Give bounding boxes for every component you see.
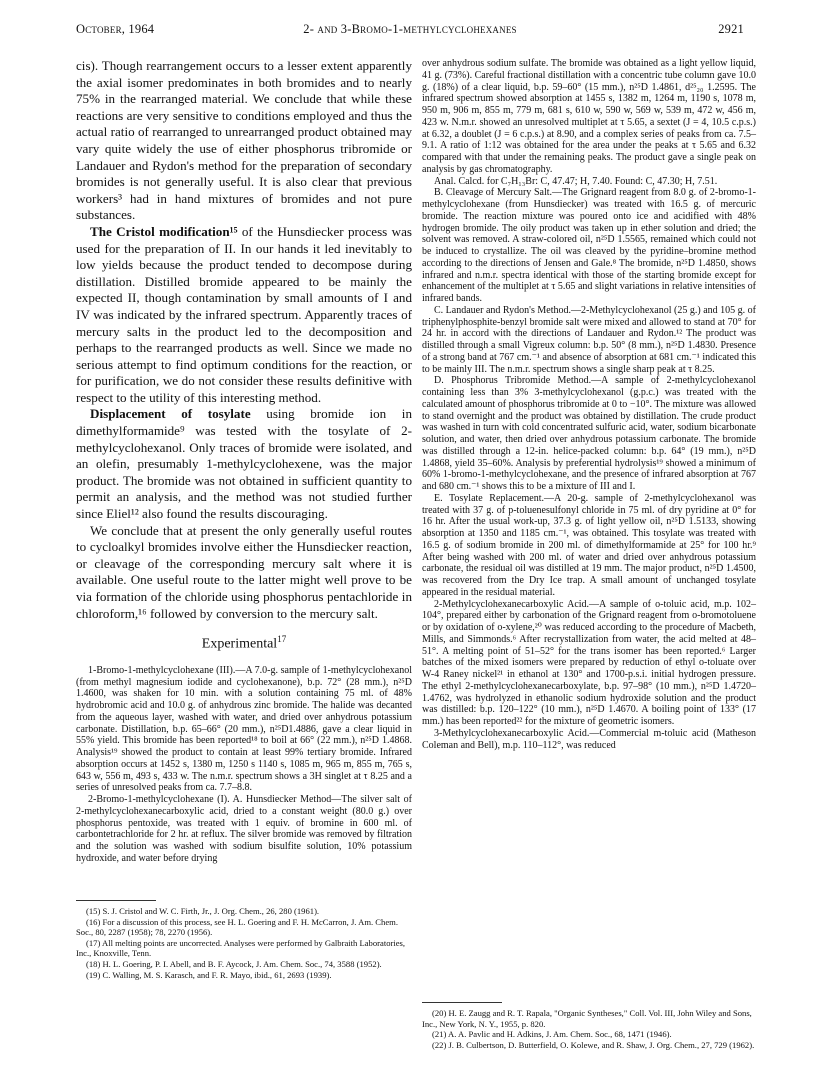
right-footnotes <box>422 996 756 1050</box>
footnote: (20) H. E. Zaugg and R. T. Rapala, "Organic Syntheses," Coll. Vol. III, John Wiley and Sons, Inc., New York, N. Y., 1955, p. 820. <box>422 1008 752 1029</box>
experimental-paragraph: 2-Bromo-1-methylcyclohexane (I). A. Hunsdiecker Method—The silver salt of 2-methylcyclohexanecarboxylic acid, dried to a constant weight (80.0 g.) over phosphorus pentoxide, was treated with 1 equiv. of bromine in 600 ml. of carbontetrachloride for 2 hr. at reflux. The silver bromide was removed by filtration and the solution was washed with sodium bisulfite solution, 10% potassium hydroxide, and water before drying <box>76 794 412 864</box>
running-header <box>76 22 744 40</box>
experimental-paragraph: 2-Methylcyclohexanecarboxylic Acid.—A sample of o-toluic acid, m.p. 102–104°, prepared either by carbonation of the Grignard reagent from o-bromotoluene or by oxidation of o-xylene,²⁰ was reduced according to the procedure of Macbeth, Mills, and Simmonds.⁶ After recrystallization from water, the acid melted at 48–51°. A melting point of 51–52° for the trans isomer has been reported.⁶ Larger batches of the mixed isomers were prepared by reduction of ethyl o-toluate over W-4 Raney nickel²¹ in ethanol at 130° and 1700-p.s.i. initial hydrogen pressure. The ethyl 2-methylcyclohexanecarboxylate, b.p. 97–98° (10 mm.), n²⁵D 1.4720–1.4762, was hydrolyzed in ethanolic sodium hydroxide solution and the product was distilled: b.p. 120–122° (10 mm.), n²⁵D 1.4670. A boiling point of 133° (17 mm.) has been reported²² for the mixture of geometric isomers. <box>422 598 756 727</box>
body-paragraph: cis). Though rearrangement occurs to a lesser extent apparently the axial isomer predominates in both bromides and to nearly 75% in the rearranged material. We conclude that while these reactions are very sensitive to conditions employed and thus the actual ratio of rearranged to unrearranged product obtained may vary quite widely the use of either phosphorus tribromide or Landauer and Rydon's method for the preparation of secondary bromides is not generally useful. It is also clear that previous workers³ had in hand mixtures of bromides and not pure substances. <box>76 58 412 223</box>
left-footnotes <box>76 894 412 980</box>
inline-heading: Displacement of tosylate <box>90 406 251 422</box>
header-date: October, 1964 <box>76 22 155 36</box>
footnote: (15) S. J. Cristol and W. C. Firth, Jr., J. Org. Chem., 26, 280 (1961). <box>86 906 320 916</box>
experimental-paragraph: B. Cleavage of Mercury Salt.—The Grignard reagent from 8.0 g. of 2-bromo-1-methylcyclohexane (from Hunsdiecker) was treated with 16.5 g. of mercuric bromide. The reaction mixture was poured onto ice and acidified with 48% hydrogen bromide. The oily product was taken up in ether solution and dried; the solvent was removed. A straw-colored oil, n²⁵D 1.5565, remained which could not be induced to crystallize. The oil was cleaved by the pyridine–bromine method according to the directions of Jensen and Gale.⁸ The bromide, n²⁵D 1.4850, shows infrared and n.m.r. spectra identical with those of the starting bromide except for enhancement of the multiplet at τ 5.65 and slight variations in relative intensities of infrared bands. <box>422 187 756 304</box>
left-column <box>76 58 412 865</box>
footnote-rule <box>422 1002 502 1003</box>
footnote: (21) A. A. Pavlic and H. Adkins, J. Am. Chem. Soc., 68, 1471 (1946). <box>432 1029 672 1040</box>
inline-heading: The Cristol modification¹⁵ <box>90 223 238 239</box>
body-paragraph: The Cristol modification¹⁵ of the Hunsdiecker process was used for the preparation of II. In our hands it led inevitably to low yields because the product tended to decompose during distillation. Distilled bromide appeared to be mainly the expected II, though contamination by small amounts of I and IV was indicated by the infrared spectrum. Apparently traces of mercury salts in the product led to the decomposition and perhaps to the rearranged products as well. Since we made no serious attempt to find optimum conditions for the reaction, or for purification, we do not consider these results definitive with respect to the utility of this interesting method. <box>76 223 412 405</box>
experimental-paragraph: E. Tosylate Replacement.—A 20-g. sample of 2-methylcyclohexanol was treated with 37 g. of p-toluenesulfonyl chloride in 75 ml. of dry pyridine at 0° for 16 hr. After the usual work-up, 37.3 g. of light yellow oil, n²⁵D 1.5133, showing absorption at 1350 and 1185 cm.⁻¹, was obtained. This tosylate was treated with 16.5 g. of sodium bromide in 200 ml. of dimethylformamide at 25° for 100 hr.⁹ After being washed with 200 ml. of water and dried over anhydrous potassium carbonate, the residual oil was distilled at 19 mm. The major product, n²⁵D 1.4500, was recovered from the Dry Ice trap. A small amount of unchanged tosylate appeared in the residual material. <box>422 492 756 598</box>
header-title: 2- and 3-Bromo-1-methylcyclohexanes <box>303 22 517 36</box>
footnote-rule <box>76 900 156 901</box>
section-heading: Experimental$^{17}$ <box>201 634 287 652</box>
body-paragraph: Displacement of tosylate using bromide ion in dimethylformamide⁹ was tested with the tosylate of 2-methylcyclohexanol. Only traces of bromide were isolated, and an olefin, presumably 1-methylcyclohexene, was the major product. The bromide was not obtained in sufficient quantity to permit an analysis, and the method was not studied further since Eliel¹² also found the results discouraging. <box>76 406 412 522</box>
right-column <box>422 58 756 751</box>
experimental-paragraph: 1-Bromo-1-methylcyclohexane (III).—A 7.0-g. sample of 1-methylcyclohexanol (from methyl magnesium iodide and cyclohexanone), b.p. 72° (28 mm.), n²⁵D 1.4600, was shaken for 10 min. with a solution containing 75 ml. of 48% hydrobromic acid and 10.0 g. of anhydrous zinc bromide. The halide was decanted from the aqueous layer, washed with water, and dried over anhydrous potassium carbonate. Distillation, b.p. 65–66° (20 mm.), n²⁵D1.4886, gave a clear liquid in 55% yield. This bromide has been reported¹⁸ to boil at 66° (22 mm.), n²⁵D 1.4868. Analysis¹⁹ showed the product to contain at least 99% tertiary bromide. Infrared absorption occurs at 1452 s, 1380 m, 1250 s 1140 s, 1085 m, 965 m, 855 m, 765 s, 643 w, 556 m, 493 s, 433 w. The n.m.r. spectrum shows a 3H singlet at τ 8.25 and a series of unresolved peaks from ca. 7.7–8.8. <box>76 664 412 794</box>
experimental-paragraph: 3-Methylcyclohexanecarboxylic Acid.—Commercial m-toluic acid (Matheson Coleman and Bell), m.p. 110–112°, was reduced <box>422 727 756 751</box>
experimental-paragraph: D. Phosphorus Tribromide Method.—A sample of 2-methylcyclohexanol containing less than 3% 3-methylcyclohexanol (g.p.c.) was treated with the calculated amount of phosphorus tribromide at 0 to −10°. The mixture was allowed to stand overnight and the product was obtained by distillation. The crude product was washed in turn with cold concentrated sulfuric acid, water, sodium bicarbonate solution, and water, then dried over anhydrous potassium carbonate. The bromide was distilled through a 12-in. helice-packed column: b.p. 64° (19 mm.), n²⁵D 1.4868, yield 35–60%. Analysis by preferential hydrolysis¹⁹ showed a minimum of 60% 1-bromo-1-methylcyclohexane, and the presence of infrared absorption at 767 and 680 cm.⁻¹ shows this to be a mixture of III and I. <box>422 375 756 492</box>
footnote: (16) For a discussion of this process, see H. L. Goering and F. H. McCarron, J. Am. Chem. Soc., 80, 2287 (1958); 78, 2270 (1956). <box>76 916 398 938</box>
experimental-paragraph: Anal. Calcd. for C₇H₁₃Br: C, 47.47; H, 7.40. Found: C, 47.30; H, 7.51. <box>434 175 718 187</box>
experimental-paragraph: C. Landauer and Rydon's Method.—2-Methylcyclohexanol (25 g.) and 105 g. of triphenylphosphite-benzyl bromide salt were mixed and allowed to stand at 70° for 24 hr. in accord with the directions of Landauer and Rydon.¹² The product was distilled through a small Vigreux column: b.p. 50° (8 mm.), n²⁵D 1.4830. Presence of a strong band at 767 cm.⁻¹ and absence of absorption at 681 cm.⁻¹ indicated this to be mainly III. The n.m.r. spectrum shows a single sharp peak at τ 8.25. <box>422 304 756 375</box>
page-number: 2921 <box>718 22 744 36</box>
footnote: (18) H. L. Goering, P. I. Abell, and B. F. Aycock, J. Am. Chem. Soc., 74, 3588 (1952). <box>86 958 382 969</box>
body-paragraph: We conclude that at present the only generally useful routes to cycloalkyl bromides involve either the Hunsdiecker reaction, or cleavage of the corresponding mercury salt where it is available. One useful route to the latter might well prove to be via formation of the chloride using phosphorus pentachloride in chloroform,¹⁶ followed by conversion to the mercury salt. <box>76 522 412 621</box>
footnote: (17) All melting points are uncorrected. Analyses were performed by Galbraith Laboratories, Inc., Knoxville, Tenn. <box>76 937 406 959</box>
experimental-paragraph: over anhydrous sodium sulfate. The bromide was obtained as a light yellow liquid, 41 g. (73%). Careful fractional distillation with a concentric tube column gave 10.0 g. (18%) of a clear liquid, b.p. 59–60° (15 mm.), n²⁵D 1.4861, d²⁵₂₀ 1.2595. The infrared spectrum showed absorption at 1455 s, 1382 m, 1264 m, 1190 s, 1078 m, 950 m, 906 m, 855 m, 779 m, 681 s, 610 w, 590 w, 569 w, 539 m, 472 w, 456 m, 423 w. N.m.r. showed an unresolved multiplet at τ 5.65, a sextet (J = 4, 10.5 c.p.s.) at 6.32, a doublet (J = 6 c.p.s.) at 8.90, and a complex series of peaks from ca. 7.5–9.1. A ratio of 1:12 was obtained for the area under the peaks at τ 5.65 and 6.32 compared with that under the remaining peaks. The product gave a single peak on analysis by gas chromatography. <box>422 58 756 175</box>
footnote: (22) J. B. Culbertson, D. Butterfield, O. Kolewe, and R. Shaw, J. Org. Chem., 27, 729 (1962). <box>432 1039 755 1050</box>
footnote: (19) C. Walling, M. S. Karasch, and F. R. Mayo, ibid., 61, 2693 (1939). <box>86 969 332 980</box>
